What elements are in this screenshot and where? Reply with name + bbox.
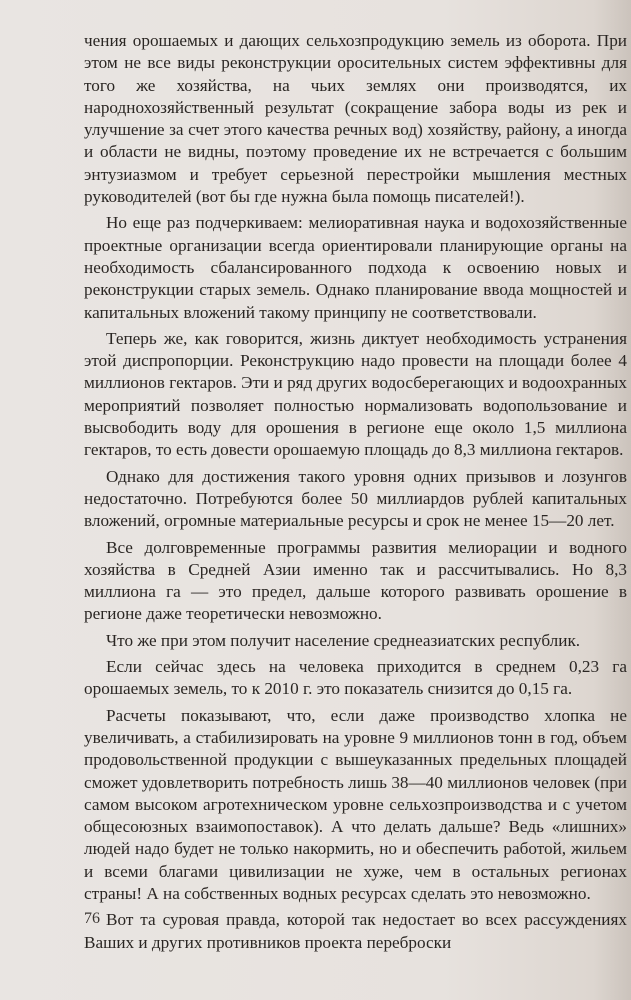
paragraph-2: Но еще раз подчеркиваем: мелиоративная наука и водохозяйственные проектные организации всегда ориентировали планирующие органы на необходимость сбалансированного подхода к освоению новых и реконструкции старых земель. Однако планирование ввода мощностей и капитальных вложений такому принципу не соответствовали.: [84, 213, 627, 322]
page-number: 76: [84, 910, 100, 927]
paragraph-3: Теперь же, как говорится, жизнь диктует необходимость устранения этой диспропорции. Реконструкцию надо провести на площади более 4 миллионов гектаров. Эти и ряд других водосберегающих и водоохранных мероприятий позволяет полностью нормализовать водопользование и высвободить воду для орошения в регионе еще около 1,5 миллиона гектаров, то есть довести орошаемую площадь до 8,3 миллиона гектаров.: [84, 328, 627, 460]
paragraph-8: Расчеты показывают, что, если даже производство хлопка не увеличивать, а стабилизировать на уровне 9 миллионов тонн в год, объем продовольственной продукции с вышеуказанных предельных площадей сможет удовлетворить потребность лишь 38—40 миллионов человек (при самом высоком агротехническом уровне сельхозпроизводства и с учетом общесоюзных взаимопоставок). А что делать дальше? Ведь «лишних» людей надо будет не только накормить, но и обеспечить работой, жильем и всеми благами цивилизации не хуже, чем в остальных регионах страны! А на собственных водных ресурсах сделать это невозможно.: [84, 705, 627, 903]
paragraph-5: Все долговременные программы развития мелиорации и водного хозяйства в Средней Азии именно так и рассчитывались. Но 8,3 миллиона га — это предел, дальше которого развивать орошение в регионе даже теоретически невозможно.: [84, 537, 627, 624]
paragraph-1: чения орошаемых и дающих сельхозпродукцию земель из оборота. При этом не все виды реконструкции оросительных систем эффективны для того же хозяйства, на чьих землях они производятся, их народнохозяйственный результат (сокращение забора воды из рек и улучшение за счет этого качества речных вод) хозяйству, району, а иногда и области не видны, поэтому проведение их не встречается с большим энтузиазмом и требует серьезной перестройки мышления местных руководителей (вот бы где нужна была помощь писателей!).: [84, 31, 627, 207]
paragraph-6: Что же при этом получит население среднеазиатских республик.: [106, 630, 581, 650]
paragraph-7: Если сейчас здесь на человека приходится в среднем 0,23 га орошаемых земель, то к 2010 г. это показатель снизится до 0,15 га.: [84, 657, 627, 699]
body-text: [84, 30, 627, 958]
paragraph-9: Вот та суровая правда, которой так недостает во всех рассуждениях Ваших и других противников проекта переброски: [84, 910, 627, 952]
paragraph-4: Однако для достижения такого уровня одних призывов и лозунгов недостаточно. Потребуются более 50 миллиардов рублей капитальных вложений, огромные материальные ресурсы и срок не менее 15—20 лет.: [84, 466, 627, 531]
